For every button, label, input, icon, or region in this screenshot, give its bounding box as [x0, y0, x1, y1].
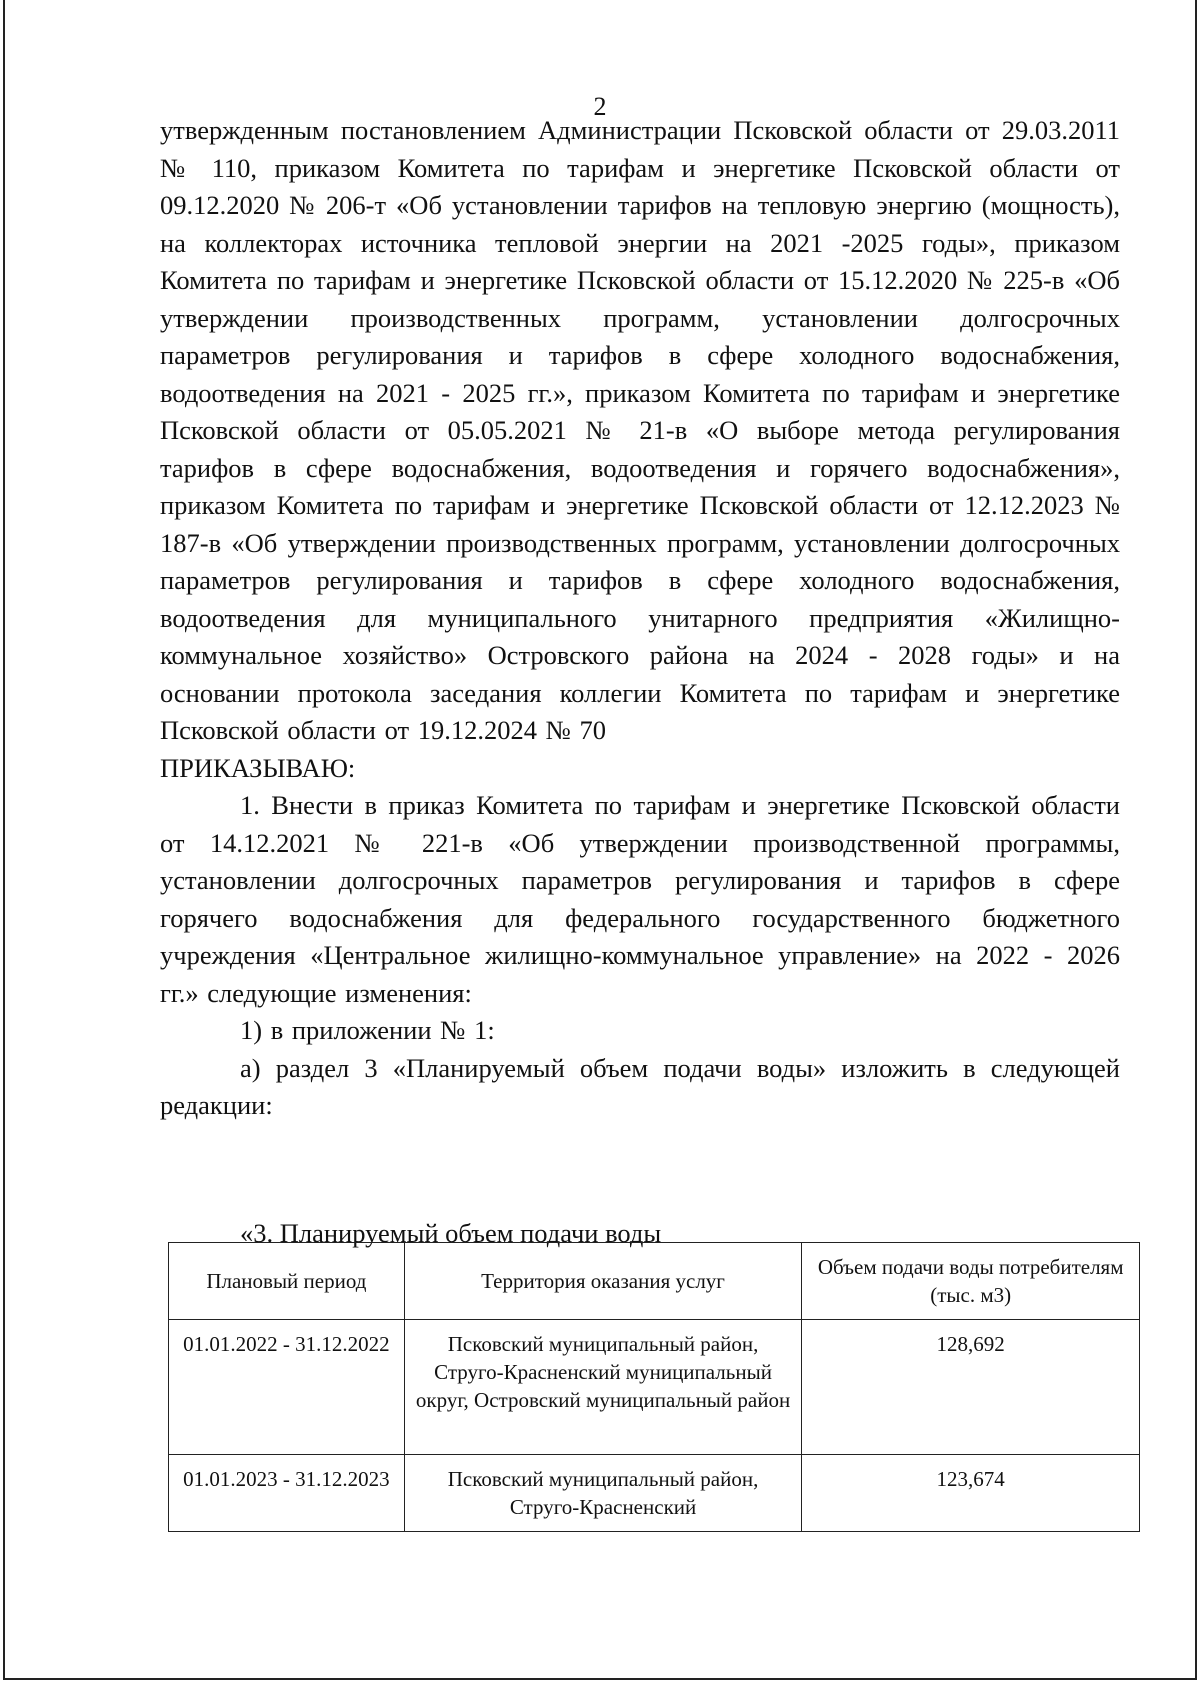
table-caption: «3. Планируемый объем подачи воды	[240, 1218, 662, 1248]
paragraph-legal-basis: утвержденным постановлением Администрации Псковской области от 29.03.2011 № 110, приказом Комитета по тарифам и энергетике Псковской области от 09.12.2020 № 206-т «Об установлении тарифов на тепловую энергию (мощность), на коллекторах источника тепловой энергии на 2021 -2025 годы», приказом Комитета по тарифам и энергетике Псковской области от 15.12.2020 № 225-в «Об утверждении производственных программ, установлении долгосрочных параметров регулирования и тарифов в сфере холодного водоснабжения, водоотведения на 2021 - 2025 гг.», приказом Комитета по тарифам и энергетике Псковской области от 05.05.2021 № 21-в «О выборе метода регулирования тарифов в сфере водоснабжения, водоотведения и горячего водоснабжения», приказом Комитета по тарифам и энергетике Псковской области от 12.12.2023 № 187-в «Об утверждении производственных программ, установлении долгосрочных параметров регулирования и тарифов в сфере холодного водоснабжения, водоотведения для муниципального унитарного предприятия «Жилищно-коммунальное хозяйство» Островского района на 2024 - 2028 годы» и на основании протокола заседания коллегии Комитета по тарифам и энергетике Псковской области от 19.12.2024 № 70	[160, 115, 1120, 745]
header-period: Плановый период	[169, 1243, 405, 1320]
paragraph-subitem-a: а) раздел 3 «Планируемый объем подачи воды» изложить в следующей редакции:	[160, 1052, 1120, 1120]
table-row	[169, 1320, 1140, 1455]
header-territory: Территория оказания услуг	[404, 1243, 802, 1320]
order-heading: ПРИКАЗЫВАЮ:	[160, 752, 356, 783]
page-number: 2	[593, 92, 607, 121]
paragraph-item-1: 1. Внести в приказ Комитета по тарифам и энергетике Псковской области от 14.12.2021 № 221-в «Об утверждении производственной программы, установлении долгосрочных параметров регулирования и тарифов в сфере горячего водоснабжения для федерального государственного бюджетного учреждения «Центральное жилищно-коммунальное управление» на 2022 - 2026 гг.» следующие изменения:	[160, 790, 1120, 1008]
cell-volume: 128,692	[802, 1320, 1140, 1455]
paragraph-subitem-1: 1) в приложении № 1:	[240, 1015, 495, 1045]
cell-period: 01.01.2022 - 31.12.2022	[169, 1320, 405, 1455]
cell-period: 01.01.2023 - 31.12.2023	[169, 1455, 405, 1532]
cell-territory: Псковский муниципальный район, Струго-Красненский муниципальный округ, Островский муниципальный район	[404, 1320, 802, 1455]
table-header-row	[169, 1243, 1140, 1320]
header-volume: Объем подачи воды потребителям (тыс. м3)	[802, 1243, 1140, 1320]
cell-volume: 123,674	[802, 1455, 1140, 1532]
document-body	[160, 112, 1120, 1125]
table-row	[169, 1455, 1140, 1532]
water-volume-table	[168, 1242, 1140, 1532]
cell-territory: Псковский муниципальный район, Струго-Красненский	[404, 1455, 802, 1532]
